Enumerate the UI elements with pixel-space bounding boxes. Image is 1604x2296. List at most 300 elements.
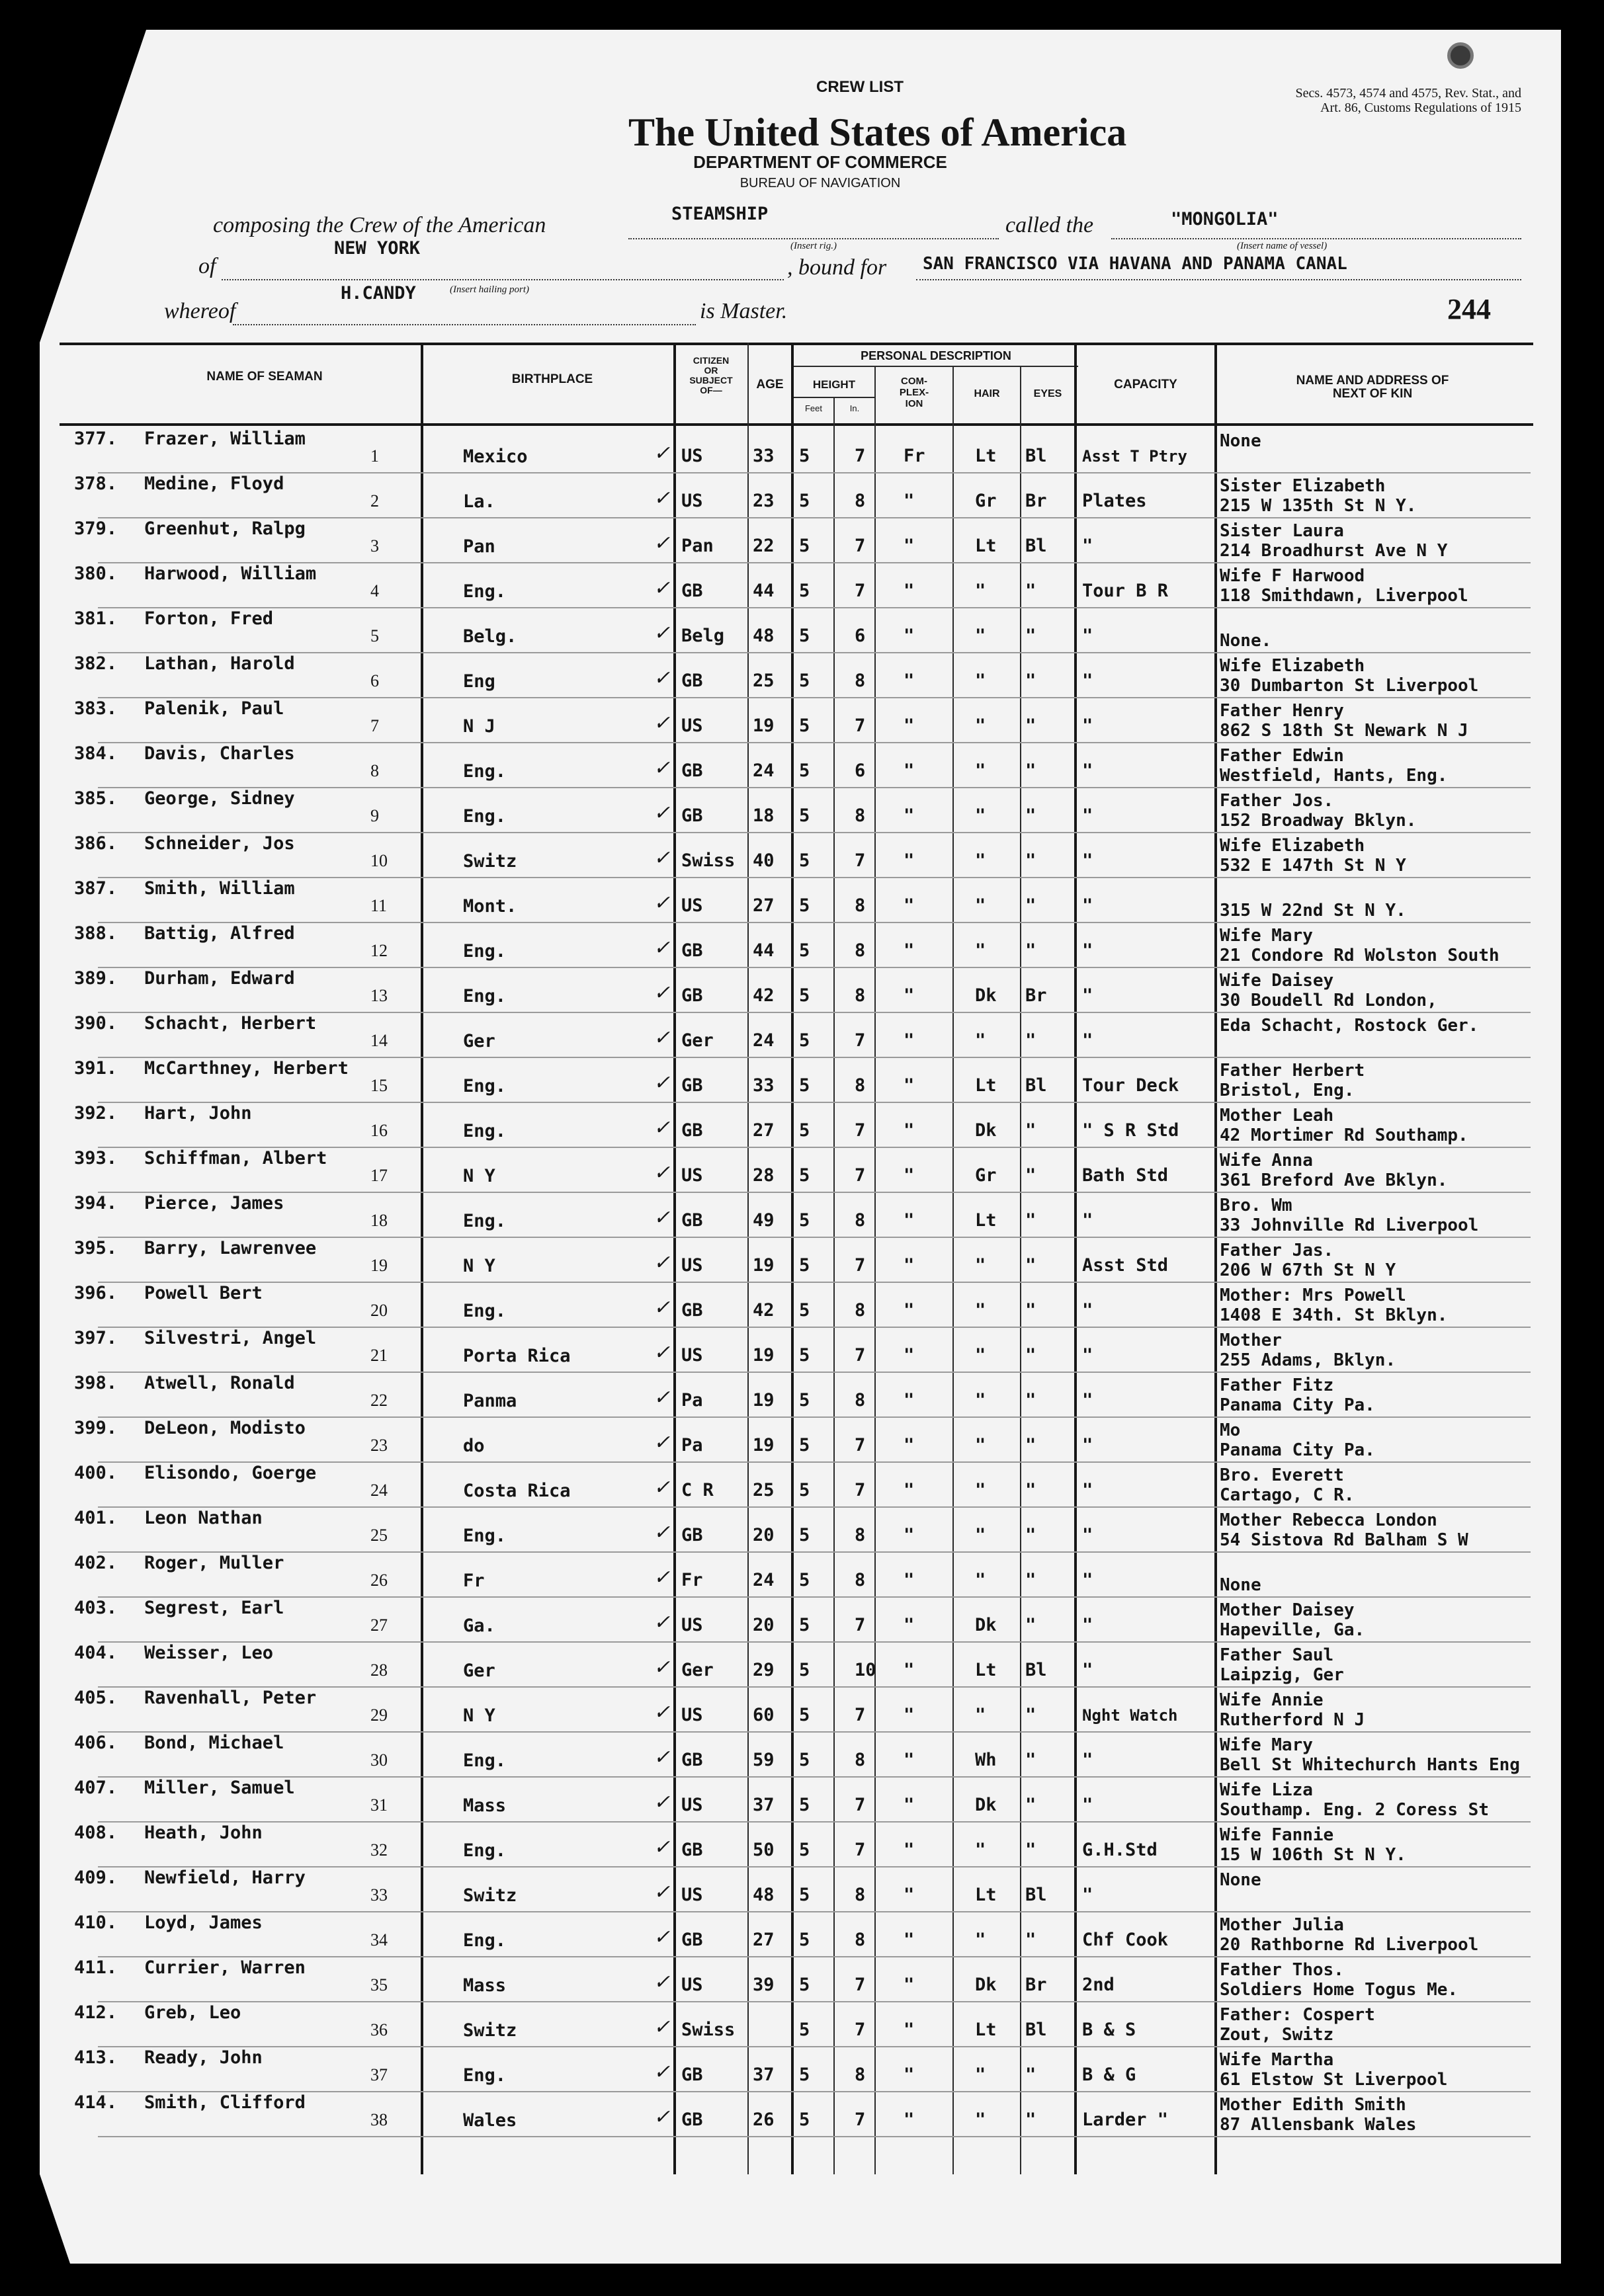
next-of-kin-name: Sister Elizabeth <box>1220 476 1386 496</box>
seaman-name: Weisser, Leo <box>144 1643 274 1663</box>
birthplace: N Y <box>463 1705 495 1726</box>
line-number: 16 <box>370 1121 388 1140</box>
seaman-name: Bond, Michael <box>144 1733 284 1753</box>
next-of-kin-address: 862 S 18th St Newark N J <box>1220 721 1468 741</box>
header-citizen-line-2: OR <box>704 365 718 376</box>
row-separator <box>98 922 1531 923</box>
next-of-kin-name: Mother <box>1220 1331 1282 1350</box>
check-mark-icon: ✓ <box>654 1971 671 1993</box>
seaman-name: Loyd, James <box>144 1912 263 1933</box>
birthplace: Pan <box>463 536 495 557</box>
birthplace: Switz <box>463 1885 517 1906</box>
next-of-kin-name: Father Jas. <box>1220 1241 1334 1260</box>
check-mark-icon: ✓ <box>654 982 671 1004</box>
serial-number: 389. <box>74 968 118 989</box>
complexion: " <box>904 940 915 961</box>
header-hair: HAIR <box>974 388 1000 399</box>
rig-hint: (Insert rig.) <box>790 241 837 251</box>
serial-number: 406. <box>74 1733 118 1753</box>
complexion: " <box>904 1210 915 1231</box>
serial-number: 387. <box>74 878 118 899</box>
capacity: Nght Watch <box>1082 1706 1178 1725</box>
age: 44 <box>753 581 775 601</box>
height-inches: 7 <box>855 446 866 466</box>
hair: " <box>975 2065 986 2085</box>
line-number: 31 <box>370 1795 388 1815</box>
citizenship: Belg <box>681 626 725 646</box>
next-of-kin-name: Wife Fannie <box>1220 1825 1334 1845</box>
check-mark-icon: ✓ <box>654 2061 671 2083</box>
header-personal-description: PERSONAL DESCRIPTION <box>861 349 1011 362</box>
eyes: " <box>1025 940 1036 961</box>
called-the-label: called the <box>1005 213 1094 237</box>
age: 20 <box>753 1615 775 1635</box>
citizenship: US <box>681 1705 703 1725</box>
line-number: 19 <box>370 1256 388 1275</box>
next-of-kin-address: 361 Breford Ave Bklyn. <box>1220 1170 1448 1190</box>
check-mark-icon: ✓ <box>654 1117 671 1139</box>
citizenship: US <box>681 895 703 916</box>
hair: " <box>975 1840 986 1860</box>
hair: Lt <box>975 446 997 466</box>
complexion: " <box>904 716 915 736</box>
row-separator <box>98 1282 1531 1283</box>
whereof-label: whereof <box>164 299 236 323</box>
check-mark-icon: ✓ <box>654 1252 671 1274</box>
capacity: " <box>1082 805 1093 826</box>
birthplace: Ga. <box>463 1616 495 1636</box>
hair: " <box>975 1390 986 1411</box>
height-feet: 5 <box>799 1120 810 1141</box>
hair: " <box>975 1255 986 1276</box>
capacity: " <box>1082 1615 1093 1635</box>
row-separator <box>98 1506 1531 1508</box>
complexion: " <box>904 626 915 646</box>
line-number: 3 <box>370 536 379 555</box>
height-feet: 5 <box>799 1840 810 1860</box>
birthplace: Eng. <box>463 986 507 1006</box>
complexion: " <box>904 1750 915 1770</box>
birthplace: do <box>463 1436 485 1456</box>
height-inches: 8 <box>855 1390 866 1411</box>
rig-value: STEAMSHIP <box>671 204 769 224</box>
age: 37 <box>753 1795 775 1815</box>
age: 19 <box>753 1390 775 1411</box>
birthplace: La. <box>463 491 495 512</box>
age: 29 <box>753 1660 775 1680</box>
capacity: " <box>1082 1795 1093 1815</box>
eyes: Bl <box>1025 446 1047 466</box>
line-number: 2 <box>370 491 379 511</box>
citizenship: US <box>681 716 703 736</box>
next-of-kin-address: Panama City Pa. <box>1220 1395 1375 1415</box>
citizenship: GB <box>681 671 703 691</box>
capacity: " <box>1082 1210 1093 1231</box>
serial-number: 396. <box>74 1283 118 1303</box>
line-number: 5 <box>370 626 379 645</box>
citizenship: GB <box>681 581 703 601</box>
capacity: " <box>1082 1750 1093 1770</box>
check-mark-icon: ✓ <box>654 1162 671 1184</box>
citizenship: GB <box>681 1120 703 1141</box>
next-of-kin-name: Father Thos. <box>1220 1960 1344 1980</box>
next-of-kin-name: Wife Mary <box>1220 1735 1313 1755</box>
vessel-name-hint: (Insert name of vessel) <box>1237 241 1328 251</box>
master-field <box>233 324 696 325</box>
height-inches: 8 <box>855 985 866 1006</box>
seaman-name: Schneider, Jos <box>144 833 295 854</box>
line-number: 24 <box>370 1481 388 1500</box>
eyes: Bl <box>1025 536 1047 556</box>
height-inches: 8 <box>855 1525 866 1545</box>
height-feet: 5 <box>799 1030 810 1051</box>
header-height: HEIGHT <box>812 378 856 391</box>
next-of-kin-name: Wife Martha <box>1220 2050 1334 2070</box>
hair: " <box>975 1030 986 1051</box>
complexion: " <box>904 1795 915 1815</box>
row-separator <box>98 517 1531 518</box>
eyes: " <box>1025 1255 1036 1276</box>
birthplace: Eng. <box>463 1750 507 1771</box>
height-feet: 5 <box>799 1075 810 1096</box>
next-of-kin-name: Father Saul <box>1220 1645 1334 1665</box>
next-of-kin-address: Bell St Whitechurch Hants Eng <box>1220 1755 1520 1775</box>
line-number: 20 <box>370 1301 388 1320</box>
check-mark-icon: ✓ <box>654 2016 671 2038</box>
row-separator <box>98 2046 1531 2047</box>
check-mark-icon: ✓ <box>654 1702 671 1723</box>
height-feet: 5 <box>799 805 810 826</box>
capacity: " <box>1082 1480 1093 1500</box>
line-number: 7 <box>370 716 379 735</box>
line-number: 25 <box>370 1526 388 1545</box>
complexion: " <box>904 491 915 511</box>
line-number: 36 <box>370 2020 388 2039</box>
hair: " <box>975 581 986 601</box>
next-of-kin-address: 532 E 147th St N Y <box>1220 856 1406 876</box>
next-of-kin-address: Zout, Switz <box>1220 2025 1334 2045</box>
seaman-name: Elisondo, Goerge <box>144 1463 317 1483</box>
complexion: " <box>904 1570 915 1590</box>
seaman-name: Battig, Alfred <box>144 923 295 944</box>
complexion: " <box>904 1525 915 1545</box>
punch-hole <box>1447 42 1474 69</box>
row-separator <box>98 1596 1531 1598</box>
height-inches: 6 <box>855 626 866 646</box>
height-inches: 7 <box>855 2110 866 2130</box>
check-mark-icon: ✓ <box>654 1836 671 1858</box>
next-of-kin-name: Mother Leah <box>1220 1106 1334 1126</box>
serial-number: 378. <box>74 473 118 494</box>
next-of-kin-name: Mother Julia <box>1220 1915 1344 1935</box>
hair: Dk <box>975 1795 997 1815</box>
birthplace: Switz <box>463 2020 517 2041</box>
birthplace: Wales <box>463 2110 517 2131</box>
next-of-kin-name: Father: Cospert <box>1220 2005 1375 2025</box>
serial-number: 394. <box>74 1193 118 1213</box>
complexion: " <box>904 1435 915 1456</box>
check-mark-icon: ✓ <box>654 1387 671 1409</box>
line-number: 6 <box>370 671 379 690</box>
citizenship: Pa <box>681 1390 703 1411</box>
next-of-kin-name: Father Edwin <box>1220 746 1344 766</box>
eyes: " <box>1025 1030 1036 1051</box>
height-feet: 5 <box>799 1210 810 1231</box>
next-of-kin-name: Father Henry <box>1220 701 1344 721</box>
line-number: 1 <box>370 446 379 466</box>
capacity: Asst Std <box>1082 1255 1169 1276</box>
next-of-kin-name: Wife Liza <box>1220 1780 1313 1800</box>
seaman-name: Lathan, Harold <box>144 653 295 674</box>
next-of-kin-address: Rutherford N J <box>1220 1710 1365 1730</box>
header-eyes: EYES <box>1033 388 1062 399</box>
complexion: " <box>904 1975 915 1995</box>
seaman-name: Roger, Muller <box>144 1553 284 1573</box>
rig-field <box>628 238 999 239</box>
age: 42 <box>753 1300 775 1321</box>
seaman-name: Ready, John <box>144 2047 263 2068</box>
citizenship: GB <box>681 2110 703 2130</box>
age: 19 <box>753 1345 775 1366</box>
complexion: " <box>904 1345 915 1366</box>
serial-number: 397. <box>74 1328 118 1348</box>
height-inches: 8 <box>855 940 866 961</box>
check-mark-icon: ✓ <box>654 442 671 464</box>
height-feet: 5 <box>799 2020 810 2040</box>
age: 26 <box>753 2110 775 2130</box>
citizenship: US <box>681 491 703 511</box>
eyes: " <box>1025 1525 1036 1545</box>
seaman-name: Schiffman, Albert <box>144 1148 327 1168</box>
citizenship: US <box>681 1255 703 1276</box>
serial-number: 409. <box>74 1867 118 1888</box>
age: 28 <box>753 1165 775 1186</box>
capacity: " <box>1082 536 1093 556</box>
next-of-kin-name: Wife Elizabeth <box>1220 656 1365 676</box>
eyes: " <box>1025 1435 1036 1456</box>
eyes: " <box>1025 1750 1036 1770</box>
check-mark-icon: ✓ <box>654 1207 671 1229</box>
check-mark-icon: ✓ <box>654 1926 671 1948</box>
next-of-kin-name: None <box>1220 431 1261 451</box>
complexion: " <box>904 850 915 871</box>
birthplace: Mass <box>463 1975 507 1996</box>
personal-description-rule <box>794 366 1078 367</box>
height-feet: 5 <box>799 536 810 556</box>
hair: " <box>975 1480 986 1500</box>
birthplace: Eng. <box>463 581 507 602</box>
next-of-kin-address: 30 Dumbarton St Liverpool <box>1220 676 1479 696</box>
age: 19 <box>753 1435 775 1456</box>
height-feet: 5 <box>799 1255 810 1276</box>
row-separator <box>98 1956 1531 1957</box>
serial-number: 391. <box>74 1058 118 1079</box>
row-separator <box>98 607 1531 608</box>
seaman-name: Smith, William <box>144 878 295 899</box>
age: 22 <box>753 536 775 556</box>
serial-number: 410. <box>74 1912 118 1933</box>
hair: Dk <box>975 1615 997 1635</box>
capacity: Chf Cook <box>1082 1930 1169 1950</box>
age: 48 <box>753 1885 775 1905</box>
line-number: 10 <box>370 851 388 870</box>
height-inches: 8 <box>855 1750 866 1770</box>
seaman-name: Hart, John <box>144 1103 252 1124</box>
next-of-kin-address: Soldiers Home Togus Me. <box>1220 1980 1458 2000</box>
check-mark-icon: ✓ <box>654 577 671 599</box>
seaman-name: Durham, Edward <box>144 968 295 989</box>
height-feet: 5 <box>799 1795 810 1815</box>
seaman-name: Schacht, Herbert <box>144 1013 317 1034</box>
crew-list-heading: CREW LIST <box>816 78 904 96</box>
capacity: " <box>1082 985 1093 1006</box>
check-mark-icon: ✓ <box>654 937 671 959</box>
serial-number: 408. <box>74 1823 118 1843</box>
header-citizen-line-1: CITIZEN <box>693 355 730 366</box>
next-of-kin-name: Wife Anna <box>1220 1151 1313 1170</box>
line-number: 21 <box>370 1346 388 1365</box>
next-of-kin-address: 20 Rathborne Rd Liverpool <box>1220 1935 1479 1955</box>
header-complexion-line-2: PLEX- <box>899 387 929 398</box>
row-separator <box>98 1776 1531 1778</box>
serial-number: 401. <box>74 1508 118 1528</box>
divider-capacity-kin <box>1214 343 1217 2174</box>
next-of-kin-name: Wife F Harwood <box>1220 566 1365 586</box>
line-number: 17 <box>370 1166 388 1185</box>
serial-number: 385. <box>74 788 118 809</box>
citizenship: Swiss <box>681 2020 736 2040</box>
eyes: " <box>1025 1930 1036 1950</box>
height-feet: 5 <box>799 940 810 961</box>
next-of-kin-name: Bro. Everett <box>1220 1465 1344 1485</box>
height-inches: 6 <box>855 760 866 781</box>
birthplace: Eng. <box>463 1211 507 1231</box>
height-feet: 5 <box>799 1570 810 1590</box>
next-of-kin-name: Bro. Wm <box>1220 1196 1292 1215</box>
next-of-kin-name: Eda Schacht, Rostock Ger. <box>1220 1016 1479 1036</box>
hair: " <box>975 1570 986 1590</box>
serial-number: 399. <box>74 1418 118 1438</box>
height-feet: 5 <box>799 491 810 511</box>
document-title: The United States of America <box>628 110 1127 154</box>
next-of-kin-address: 33 Johnville Rd Liverpool <box>1220 1215 1479 1235</box>
seaman-name: Smith, Clifford <box>144 2092 306 2113</box>
height-feet: 5 <box>799 895 810 916</box>
row-separator <box>98 1102 1531 1103</box>
birthplace: Fr <box>463 1571 485 1591</box>
hair: " <box>975 760 986 781</box>
serial-number: 400. <box>74 1463 118 1483</box>
citizenship: GB <box>681 1075 703 1096</box>
header-birthplace: BIRTHPLACE <box>511 372 593 386</box>
seaman-name: Ravenhall, Peter <box>144 1688 317 1708</box>
citizenship: Pa <box>681 1435 703 1456</box>
next-of-kin-address: None. <box>1220 631 1272 651</box>
height-feet: 5 <box>799 2065 810 2085</box>
row-separator <box>98 1641 1531 1643</box>
serial-number: 392. <box>74 1103 118 1124</box>
age: 42 <box>753 985 775 1006</box>
eyes: " <box>1025 850 1036 871</box>
eyes: " <box>1025 671 1036 691</box>
eyes: Br <box>1025 491 1047 511</box>
capacity: " S R Std <box>1082 1120 1179 1141</box>
height-inches: 7 <box>855 1345 866 1366</box>
row-separator <box>98 1192 1531 1193</box>
row-separator <box>98 1551 1531 1553</box>
birthplace: Eng. <box>463 2065 507 2086</box>
height-inches: 8 <box>855 1075 866 1096</box>
check-mark-icon: ✓ <box>654 1657 671 1678</box>
height-feet: 5 <box>799 985 810 1006</box>
citizenship: GB <box>681 1930 703 1950</box>
citizenship: US <box>681 1165 703 1186</box>
citizenship: GB <box>681 1750 703 1770</box>
age: 19 <box>753 716 775 736</box>
of-label: of <box>198 254 216 278</box>
complexion: " <box>904 1030 915 1051</box>
complexion: " <box>904 2020 915 2040</box>
line-number: 11 <box>370 896 388 915</box>
capacity: " <box>1082 895 1093 916</box>
birthplace: N Y <box>463 1256 495 1276</box>
serial-number: 412. <box>74 2002 118 2023</box>
eyes: Bl <box>1025 1660 1047 1680</box>
citizenship: C R <box>681 1480 714 1500</box>
capacity: " <box>1082 850 1093 871</box>
check-mark-icon: ✓ <box>654 1432 671 1454</box>
height-feet: 5 <box>799 2110 810 2130</box>
divider-name-birthplace <box>421 343 423 2174</box>
height-inches: 7 <box>855 1705 866 1725</box>
capacity: " <box>1082 1300 1093 1321</box>
seaman-name: Heath, John <box>144 1823 263 1843</box>
age: 27 <box>753 1120 775 1141</box>
birthplace: Belg. <box>463 626 517 647</box>
statute-line-2: Art. 86, Customs Regulations of 1915 <box>1320 101 1521 115</box>
serial-number: 398. <box>74 1373 118 1393</box>
complexion: " <box>904 2110 915 2130</box>
line-number: 37 <box>370 2065 388 2084</box>
citizenship: GB <box>681 1525 703 1545</box>
check-mark-icon: ✓ <box>654 802 671 824</box>
serial-number: 405. <box>74 1688 118 1708</box>
capacity: " <box>1082 760 1093 781</box>
complexion: " <box>904 1705 915 1725</box>
height-inches: 10 <box>855 1660 876 1680</box>
complexion: " <box>904 1615 915 1635</box>
next-of-kin-name: Wife Daisey <box>1220 971 1334 991</box>
height-inches: 7 <box>855 1975 866 1995</box>
seaman-name: Silvestri, Angel <box>144 1328 317 1348</box>
serial-number: 414. <box>74 2092 118 2113</box>
capacity: " <box>1082 1030 1093 1051</box>
height-feet: 5 <box>799 1525 810 1545</box>
check-mark-icon: ✓ <box>654 532 671 554</box>
capacity: " <box>1082 1660 1093 1680</box>
capacity: B & G <box>1082 2065 1136 2085</box>
header-complexion-line-1: COM- <box>901 376 927 387</box>
header-age: AGE <box>756 378 784 391</box>
hair: " <box>975 940 986 961</box>
capacity: " <box>1082 1345 1093 1366</box>
eyes: " <box>1025 2110 1036 2130</box>
seaman-name: Frazer, William <box>144 429 306 449</box>
height-feet: 5 <box>799 446 810 466</box>
row-separator <box>98 2136 1531 2137</box>
check-mark-icon: ✓ <box>654 847 671 869</box>
height-feet: 5 <box>799 1750 810 1770</box>
